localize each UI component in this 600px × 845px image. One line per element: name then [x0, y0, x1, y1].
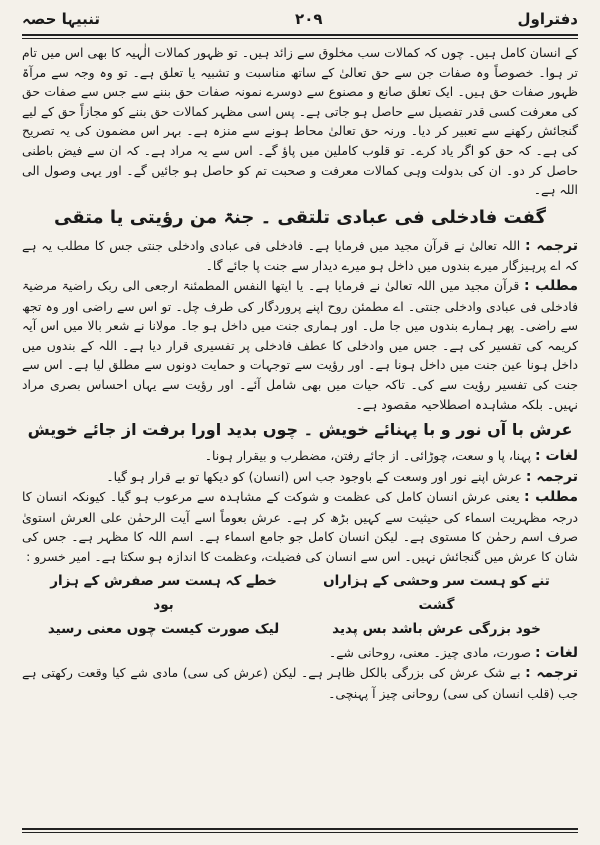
couplet-line-r1: تنے کو ہست سر وحشی کے ہزاراں گشت	[323, 572, 550, 613]
vocabulary-3-text: صورت، مادی چیز۔ معنی، روحانی شے۔	[328, 644, 532, 660]
vocabulary-2-text: پہنا، پا و سعت، چوڑائی۔ از جائے رفتن، مضطرب و بیقرار ہونا۔	[204, 448, 532, 464]
explanation-1	[22, 276, 578, 414]
tarjuma-label: ترجمہ :	[525, 468, 578, 485]
couplet-line-r2: خود بزرگی عرش باشد بس پدید	[332, 620, 541, 637]
verse-persian-1: عرش با آں نور و با پہنائے خویش ۔ چوں بدید اورا برفت از جائے خویش	[27, 420, 573, 440]
couplet-line-l1: خطے کہ ہست سر صفرش کے ہزار بود	[50, 572, 277, 613]
page-number: ۲۰۹	[295, 10, 323, 28]
translation-2-text: عرش اپنے نور اور وسعت کے باوجود جب اس (انسان) کو دیکھا تو بے قرار ہو گیا۔	[106, 468, 522, 484]
explanation-2	[22, 487, 578, 566]
tarjuma-label: ترجمہ :	[525, 665, 578, 682]
translation-1-text: اللہ تعالیٰ نے قرآن مجید میں فرمایا ہے۔ فادخلی فی عبادی وادخلی جنتی جس کا مطلب یہ ہے کہ اے پرہیزگار میرے بندوں میں داخل ہو میرے دیدار سے جنت پا جائے گا۔	[22, 237, 578, 274]
intro-paragraph: کے انسان کامل ہیں۔ چوں کہ کمالات سب مخلوق سے زائد ہیں۔ تو ظہور کمالات الٰہیہ کا بھی اس میں تام تر ہوا۔ خصوصاً وہ صفات جن سے حق تعالیٰ کے ساتھ مناسبت و تشبیہ یا تعلق ہے۔ تو وہ وجہ سے مرآۃ ظہور صفات حق ہیں۔ ایک تعلق صانع و مصنوع سے دوسرے نمونہ صفات حق بننے سے جس سے صفات حق کی معرفت کسی قدر تفصیل سے حاصل ہو جاتی ہے۔ پس اسی مظہر کمالات حق بننے کو مجازاً حق کے لیے گنجائش رکھنے سے تعبیر کر دیا۔ ورنہ حق تعالیٰ محاط ہونے سے منزہ ہے۔ بہر اس مضمون کی یہ تصریح کی ہے۔ کہ حق کو اگر یاد کرے۔ تو قلوب کاملین میں پاؤ گے۔ اس سے یہ مراد ہے۔ کہ ان سے فیض باطنی حاصل کر دو۔ ان کی بدولت وہی کمالات معرفت و صحبت تم کو حاصل ہو جائیں گے۔ اور یہی وصول الی اللہ ہے۔	[22, 45, 578, 198]
footer-rule	[22, 828, 578, 833]
tarjuma-label: ترجمہ :	[524, 237, 578, 254]
couplet-line-l2: لیک صورت کیست چوں معنی رسید	[47, 620, 280, 637]
header-left-title: تنبیہا حصہ	[22, 10, 101, 28]
header-right-title: دفتراول	[517, 10, 578, 28]
vocabulary-2	[22, 446, 578, 467]
translation-3-text: بے شک عرش کی بزرگی بالکل ظاہر ہے۔ لیکن (عرش کی سی) مادی شے کیا وقعت رکھتی ہے جب (قلب انسان کی سی) روحانی چیز آ پہنچی۔	[22, 665, 578, 701]
poetry-couplet	[42, 569, 558, 641]
vocabulary-3	[22, 643, 578, 664]
lughat-label: لغات :	[535, 644, 578, 661]
page-body	[22, 43, 578, 703]
explanation-1-text: قرآن مجید میں اللہ تعالیٰ نے فرمایا ہے۔ یا ایتھا النفس المطمئنۃ ارجعی الی ربک راضیۃ مرضیۃ فادخلی فی عبادی وادخلی جنتی۔ اے مطمئن روح اپنے پروردگار کی طرف چل۔ تو اس سے راضی اور وہ تجھ سے راضی۔ پھر ہمارے بندوں میں جا مل۔ اور ہماری جنت میں داخل ہو جا۔ مولانا نے شعر بالا میں اس آیہ کریمہ کی تفسیر کی ہے۔ جس میں وادخلی کا عطف فادخلی پر تفسیری قرار دیا ہے۔ اللہ کے بندوں میں داخل ہونا عین جنت میں داخل ہونا ہے۔ اور رؤیت سے توجہات و حمایت دونوں سے مطلق لیا ہے۔ اس سے جنت کی تفسیر رؤیت سے کی۔ تاکہ حیات میں بھی شامل آئے۔ اور رؤیت سے یہاں احساس بصری مراد نہیں۔ بلکہ مشاہدہ اصطلاحیہ مقصود ہے۔	[22, 277, 578, 412]
explanation-2-text: یعنی عرش انسان کامل کی عظمت و شوکت کے مشاہدہ سے مرعوب ہو گیا۔ کیونکہ انسان کا درجہ مظہریت اسماء کی حیثیت سے کہیں بڑھ کر ہے۔ عرش بعوماً اسے آیت الرحمٰن علی العرش استویٰ صرف اسم رحمٰن کا مستوی ہے۔ لیکن انسان کامل جو جامع اسماء ہے۔ اسم اللہ کا مظہر ہے۔ جس کی شان کا عرش میں گنجائش نہیں۔ اس سے انسان کی فضیلت، وعظمت کا اندازہ ہو سکتا ہے۔ امیر خسرو :	[22, 489, 578, 565]
translation-3	[22, 663, 578, 703]
translation-2	[22, 467, 578, 488]
lughat-label: لغات :	[535, 448, 578, 465]
page-header	[22, 6, 578, 32]
verse-arabic: گفت فادخلی فی عبادی تلتقی ۔ جنۃ من رؤیتی یا متقی	[53, 206, 546, 228]
header-rule	[22, 34, 578, 39]
matlab-label: مطلب :	[523, 277, 578, 294]
matlab-label: مطلب :	[524, 489, 578, 506]
translation-1	[22, 236, 578, 276]
